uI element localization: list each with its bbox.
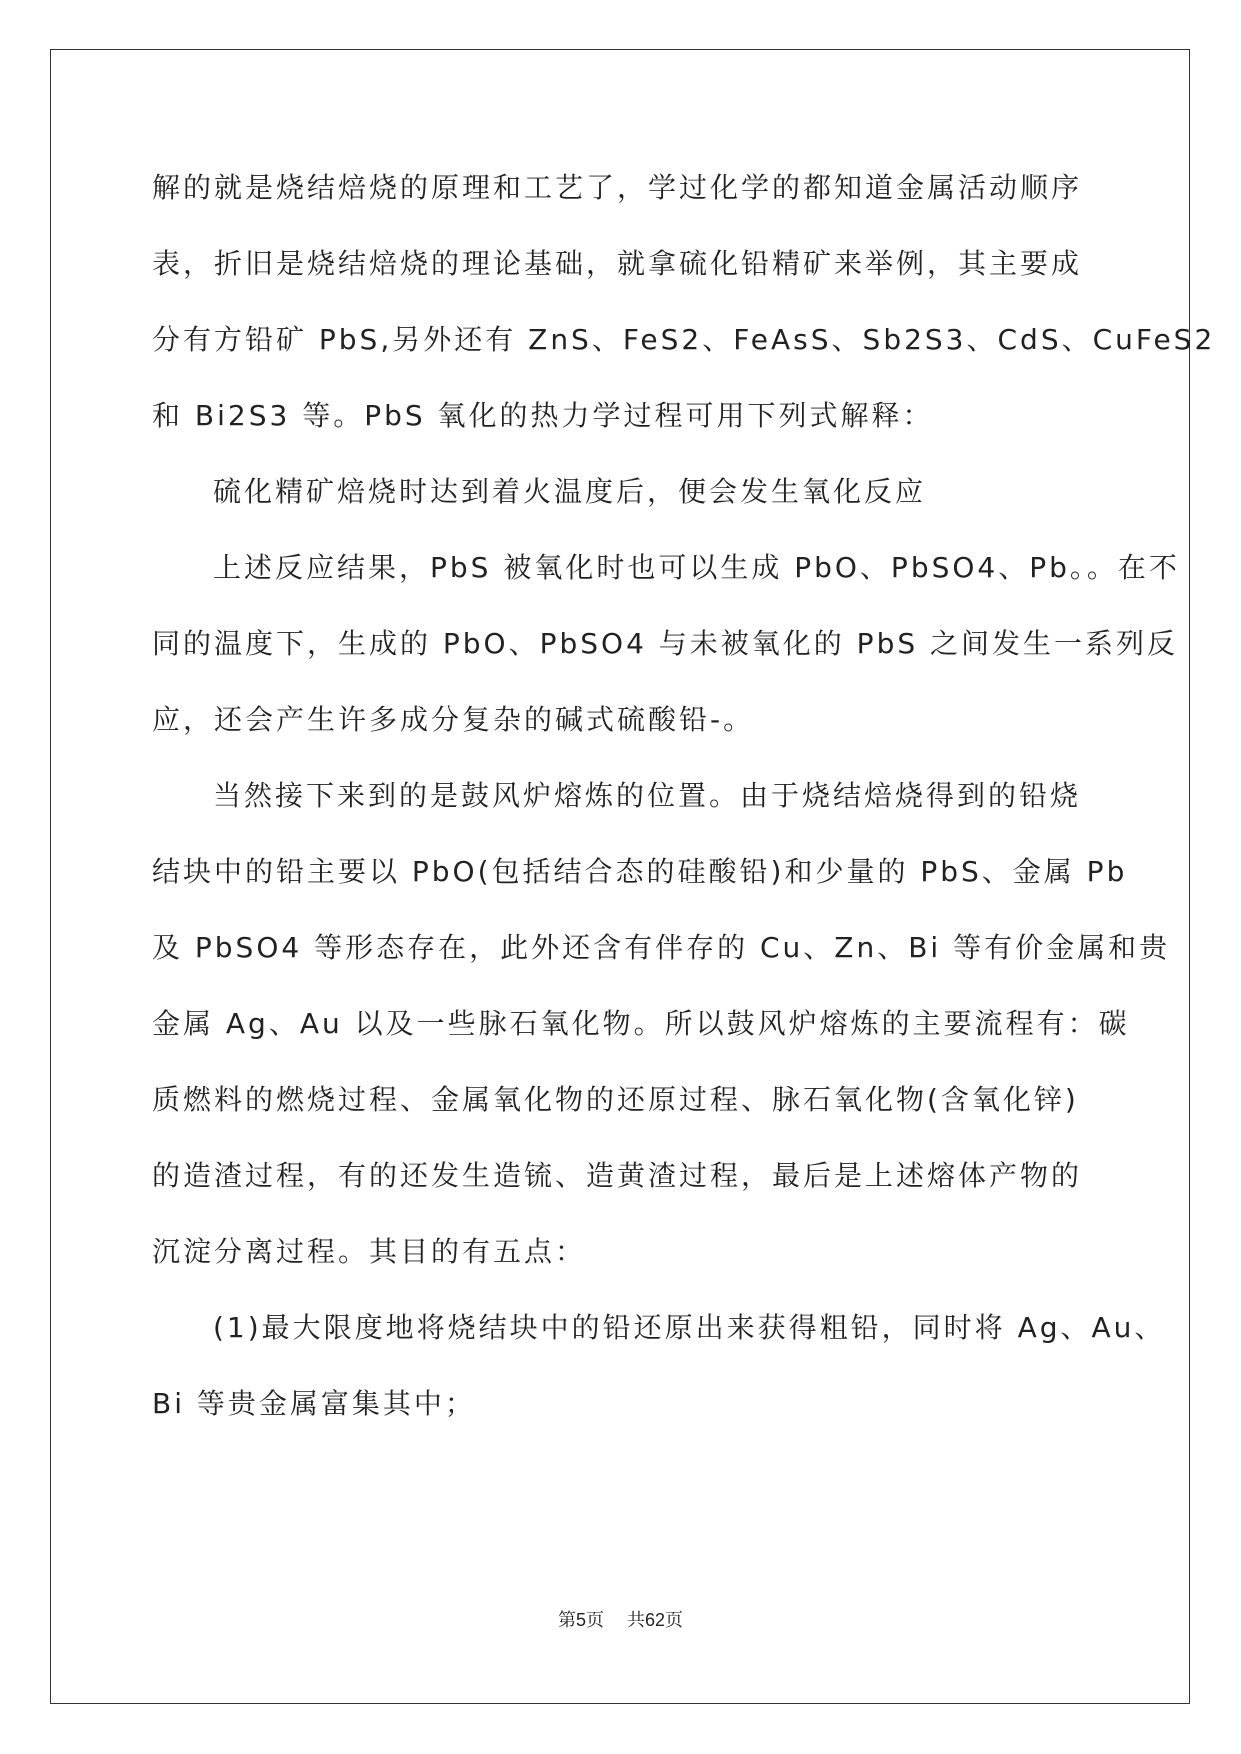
paragraph-start-line: (1)最大限度地将烧结块中的铅还原出来获得粗铅，同时将 Ag、Au、 <box>213 1311 1166 1344</box>
page-footer <box>0 1606 1241 1632</box>
total-label-suffix: 页 <box>664 1610 683 1631</box>
text-line: 和 Bi2S3 等。PbS 氧化的热力学过程可用下列式解释： <box>152 399 934 432</box>
text-line: 应，还会产生许多成分复杂的碱式硫酸铅-。 <box>152 703 755 736</box>
text-line: 金属 Ag、Au 以及一些脉石氧化物。所以鼓风炉熔炼的主要流程有：碳 <box>152 1007 1130 1040</box>
text-line: 结块中的铅主要以 PbO(包括结合态的硅酸铅)和少量的 PbS、金属 Pb <box>152 855 1128 888</box>
text-line: 及 PbSO4 等形态存在，此外还含有伴存的 Cu、Zn、Bi 等有价金属和贵 <box>152 931 1171 964</box>
text-line: Bi 等贵金属富集其中； <box>152 1387 476 1420</box>
paragraph-start-line: 上述反应结果，PbS 被氧化时也可以生成 PbO、PbSO4、Pb。。在不 <box>213 551 1180 584</box>
total-label-prefix: 共 <box>626 1610 645 1631</box>
text-line: 的造渣过程，有的还发生造锍、造黄渣过程，最后是上述熔体产物的 <box>152 1159 1083 1192</box>
text-line: 分有方铅矿 PbS,另外还有 ZnS、FeS2、FeAsS、Sb2S3、CdS、CuFeS2 <box>152 323 1216 356</box>
page-label-prefix: 第 <box>558 1610 577 1631</box>
page-number: 5 <box>576 1610 587 1630</box>
paragraph-start-line: 当然接下来到的是鼓风炉熔炼的位置。由于烧结焙烧得到的铅烧 <box>213 779 1082 812</box>
page-label-suffix: 页 <box>586 1610 605 1631</box>
text-line: 沉淀分离过程。其目的有五点： <box>152 1235 587 1268</box>
paragraph-start-line: 硫化精矿焙烧时达到着火温度后，便会发生氧化反应 <box>213 475 927 508</box>
text-line: 同的温度下，生成的 PbO、PbSO4 与未被氧化的 PbS 之间发生一系列反 <box>152 627 1179 660</box>
text-line: 表，折旧是烧结焙烧的理论基础，就拿硫化铅精矿来举例，其主要成 <box>152 247 1083 280</box>
text-line: 解的就是烧结焙烧的原理和工艺了，学过化学的都知道金属活动顺序 <box>152 171 1083 204</box>
total-pages: 62 <box>644 1610 665 1630</box>
text-line: 质燃料的燃烧过程、金属氧化物的还原过程、脉石氧化物(含氧化锌) <box>152 1083 1079 1116</box>
